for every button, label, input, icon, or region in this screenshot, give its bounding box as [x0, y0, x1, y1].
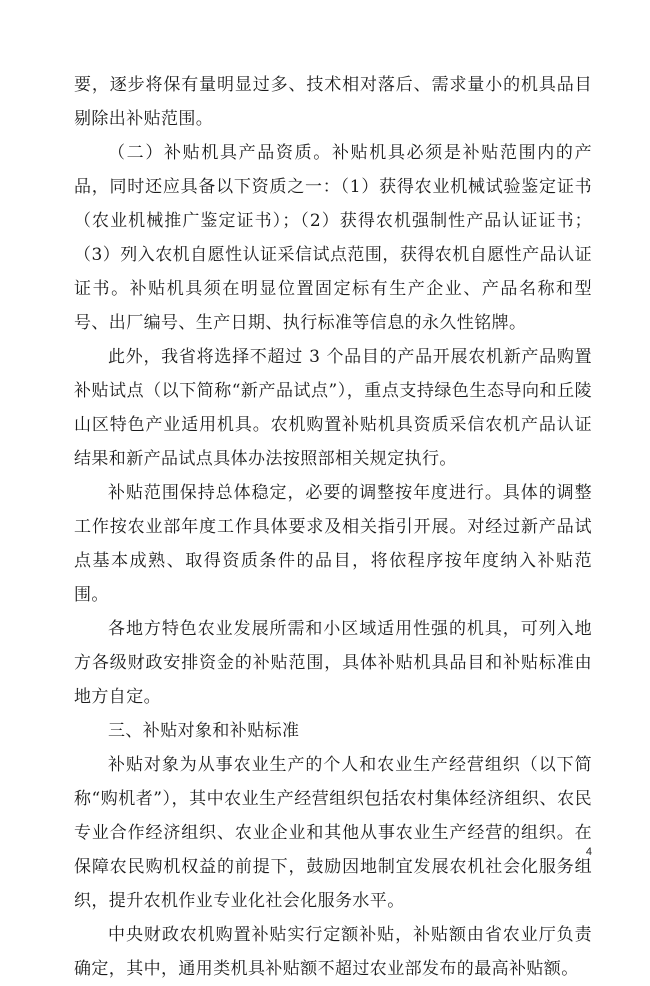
paragraph-new-product-pilot: 此外，我省将选择不超过 3 个品目的产品开展农机新产品购置补贴试点（以下简称“新产品试点”），重点支持绿色生态导向和丘陵山区特色产业适用机具。农机购置补贴机具资质采信农机产品认证结果和新产品试点具体办法按照部相关规定执行。 [74, 347, 592, 469]
paragraph-subsidy-recipients: 补贴对象为从事农业生产的个人和农业生产经营组织（以下简称“购机者”），其中农业生产经营组织包括农村集体经济组织、农民专业合作经济组织、农业企业和其他从事农业生产经营的组织。在保障农民购机权益的前提下，鼓励因地制宜发展农机社会化服务组织，提升农机作业专业化社会化服务水平。 [74, 755, 592, 911]
paragraph-fixed-subsidy: 中央财政农机购置补贴实行定额补贴，补贴额由省农业厅负责确定，其中，通用类机具补贴额不超过农业部发布的最高补贴额。 [74, 925, 592, 979]
paragraph-product-qualification: （二）补贴机具产品资质。补贴机具必须是补贴范围内的产品，同时还应具备以下资质之一：（1）获得农业机械试验鉴定证书（农业机械推广鉴定证书）；（2）获得农机强制性产品认证证书；（3）列入农机自愿性认证采信试点范围，获得农机自愿性产品认证证书。补贴机具须在明显位置固定标有生产企业、产品名称和型号、出厂编号、生产日期、执行标准等信息的永久性铭牌。 [74, 143, 592, 333]
paragraph-scope-adjustment: 补贴范围保持总体稳定，必要的调整按年度进行。具体的调整工作按农业部年度工作具体要求及相关指引开展。对经过新产品试点基本成熟、取得资质条件的品目，将依程序按年度纳入补贴范围。 [74, 483, 592, 605]
paragraph-continuation: 要，逐步将保有量明显过多、技术相对落后、需求量小的机具品目剔除出补贴范围。 [74, 75, 592, 129]
paragraph-local-machinery: 各地方特色农业发展所需和小区域适用性强的机具，可列入地方各级财政安排资金的补贴范围，具体补贴机具品目和补贴标准由地方自定。 [74, 619, 592, 707]
section-heading: 三、补贴对象和补贴标准 [108, 721, 300, 741]
document-body [74, 68, 592, 986]
page-number: 4 [585, 846, 592, 858]
